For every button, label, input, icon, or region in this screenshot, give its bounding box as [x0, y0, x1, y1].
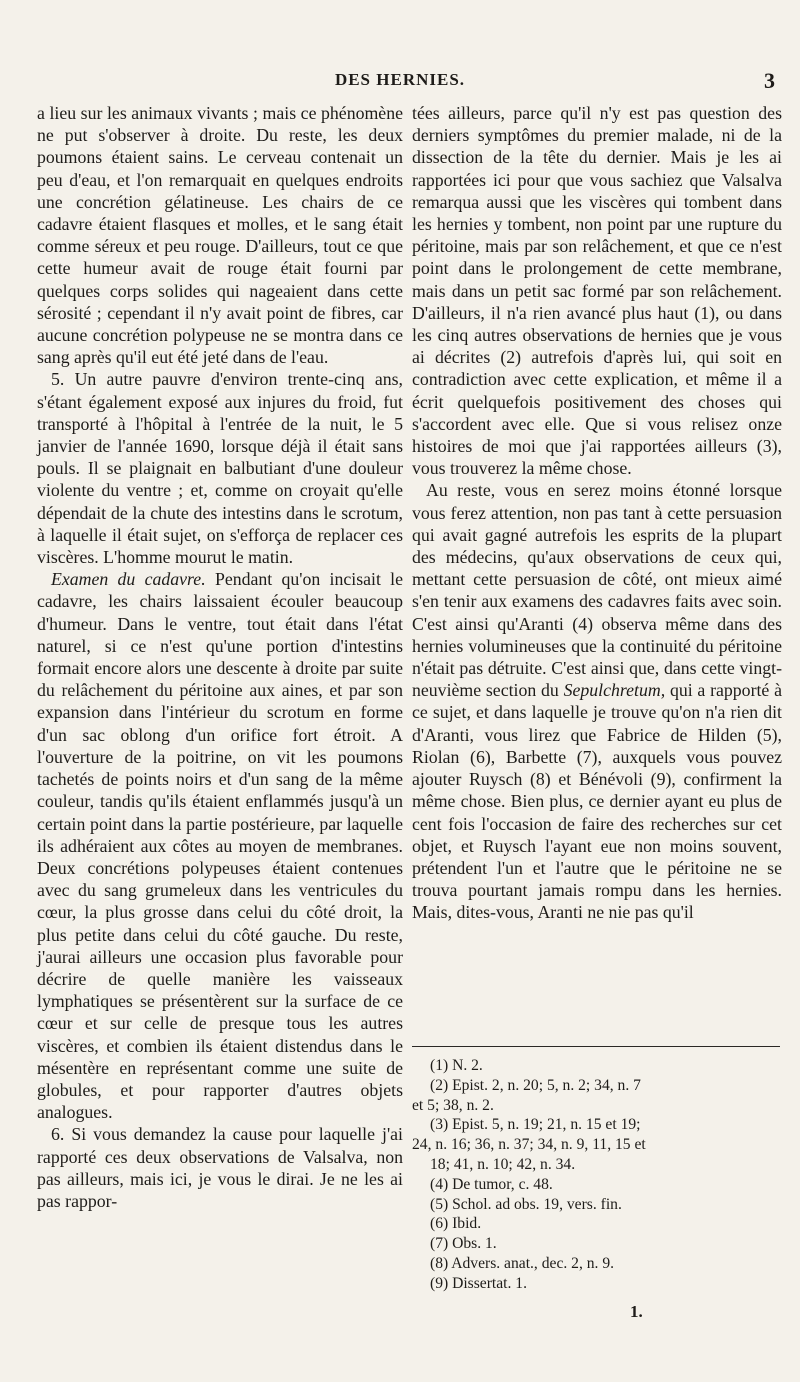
right-column — [412, 102, 782, 924]
paragraph — [412, 479, 782, 923]
footnote: (4) De tumor, c. 48. — [430, 1175, 553, 1193]
footnote: (7) Obs. 1. — [430, 1235, 497, 1253]
paragraph: tées ailleurs, parce qu'il n'y est pas question des derniers symptômes du premier malade, ni de la dissection de la tête du dernier. Mais je les ai rapportées ici pour que vous sachiez que Valsalva remarqua aussi que les viscères qui tombent dans les hernies y tombent, non point par une rupture du péritoine, mais par son relâchement, et que ce n'est point dans le prolongement de cette membrane, mais dans un petit sac formé par son relâchement. D'ailleurs, il n'a rien avancé plus haut (1), ou dans les cinq autres observations de hernies que je vous ai décrites (2) autrefois d'après lui, qui soit en contradiction avec cette explication, et même il a écrit quelquefois positivement des choses qui s'accordent avec elle. Que si vous relisez onze histoires de moi que j'ai rapportées ailleurs (3), vous trouverez la même chose. — [412, 103, 782, 479]
paragraph-text: Pendant qu'on incisait le cadavre, les chairs laissaient écouler beaucoup d'humeur. Dans le ventre, tout était dans l'état naturel, si ce n'est qu'une portion d'intestins formait encore alors une descente à droite par suite du relâchement du péritoine aux aines, et par son expansion dans l'intérieur du scrotum en forme d'un sac oblong d'un orifice fort étroit. A l'ouverture de la poitrine, on vit les poumons tachetés de points noirs et d'un sang de la même couleur, tandis qu'ils étaient enflammés jusqu'à un certain point dans la partie postérieure, par laquelle ils adhéraient aux côtes au moyen de membranes. Deux concrétions polypeuses étaient contenues avec du sang grumeleux dans les ventricules du cœur, la plus grosse dans celui du côté droit, la plus petite dans celui du côté gauche. Du reste, j'aurai ailleurs une occasion plus favorable pour décrire de quelle manière les vaisseaux lymphatiques se présentèrent sur la surface de ce cœur et sur celle de presque tous les autres viscères, et combien ils étaient distendus dans le mésentère en représentant comme une suite de globules, et pour rapporter d'autres objets analogues. — [37, 569, 403, 1123]
footnote: (3) Epist. 5, n. 19; 21, n. 15 et 19; — [430, 1116, 641, 1134]
footnote: (1) N. 2. — [430, 1057, 483, 1074]
paragraph: 6. Si vous demandez la cause pour laquelle j'ai rapporté ces deux observations de Valsalva, non pas ailleurs, mais ici, je vous le dirai. Je ne les ai pas rappor- — [37, 1124, 403, 1211]
footnote: (6) Ibid. — [430, 1215, 482, 1233]
paragraph: 5. Un autre pauvre d'environ trente-cinq ans, s'étant également exposé aux injures du froid, fut transporté à l'hôpital à l'entrée de la nuit, le 5 janvier de l'année 1690, lorsque déjà il était sans pouls. Il se plaignait en balbutiant d'une douleur violente du ventre ; et, comme on croyait qu'elle dépendait de la chute des intestins dans le scrotum, à laquelle il était sujet, on s'efforça de replacer ces viscères. L'homme mourut le matin. — [37, 369, 403, 568]
footnote: (2) Epist. 2, n. 20; 5, n. 2; 34, n. 7 — [430, 1076, 641, 1094]
signature-mark: 1. — [630, 1302, 643, 1321]
paragraph: a lieu sur les animaux vivants ; mais ce phénomène ne put s'observer à droite. Du reste, les deux poumons étaient sains. Le cerveau contenait un peu d'eau, et l'on remarquait en quelques endroits une concrétion gélatineuse. Les chairs de ce cadavre étaient flasques et molles, et le sang était comme séreux et peu rouge. D'ailleurs, tout ce que cette humeur avait de rouge était fourni par quelques corps solides qui nageaient dans cette sérosité ; cependant il n'y avait point de fibres, car aucune concrétion polypeuse ne se montra dans ce sang après qu'il eut été jeté dans de l'eau. — [37, 103, 403, 368]
italic-heading: Examen du cadavre. — [51, 569, 206, 590]
paragraph — [37, 568, 403, 1123]
footnote: (8) Advers. anat., dec. 2, n. 9. — [430, 1254, 615, 1272]
running-head — [0, 70, 800, 96]
left-column — [37, 102, 403, 1212]
footnote: et 5; 38, n. 2. — [412, 1096, 494, 1114]
footnotes — [412, 1056, 782, 1294]
paragraph-text: qui a rapporté à ce sujet, et dans laquelle je trouve qu'on n'a rien dit d'Aranti, vous lirez que Fabrice de Hilden (5), Riolan (6), Barbette (7), auxquels vous pouvez ajouter Ruysch (8) et Bénévoli (9), confirment la même chose. Bien plus, ce dernier ayant eu plus de cent fois l'occasion de faire des recherches sur cet objet, et Ruysch l'ayant eue non moins souvent, prétendent l'un et l'autre que le péritoine ne se trouva pourtant jamais rompu dans les hernies. Mais, dites-vous, Aranti ne nie pas qu'il — [412, 680, 782, 923]
footnote: (9) Dissertat. 1. — [430, 1274, 528, 1292]
footnote: 24, n. 16; 36, n. 37; 34, n. 9, 11, 15 et — [412, 1136, 646, 1154]
paragraph-text: Au reste, vous en serez moins étonné lorsque vous ferez attention, non pas tant à cette persuasion qui avait gagné autrefois les esprits de la plupart des médecins, qu'aux observations de ceux qui, mettant cette persuasion de côté, ont mieux aimé s'en tenir aux examens des cadavres faits avec soin. C'est ainsi qu'Aranti (4) observa même dans des hernies volumineuses que la continuité du péritoine n'était pas détruite. C'est ainsi que, dans cette vingt-neuvième section du — [412, 480, 782, 701]
footnote: 18; 41, n. 10; 42, n. 34. — [430, 1155, 576, 1173]
running-title: DES HERNIES. — [334, 70, 466, 89]
footnote-rule — [412, 1046, 780, 1047]
italic-title: Sepulchretum, — [563, 680, 666, 701]
footnote: (5) Schol. ad obs. 19, vers. fin. — [430, 1195, 622, 1213]
page-number: 3 — [764, 68, 775, 93]
